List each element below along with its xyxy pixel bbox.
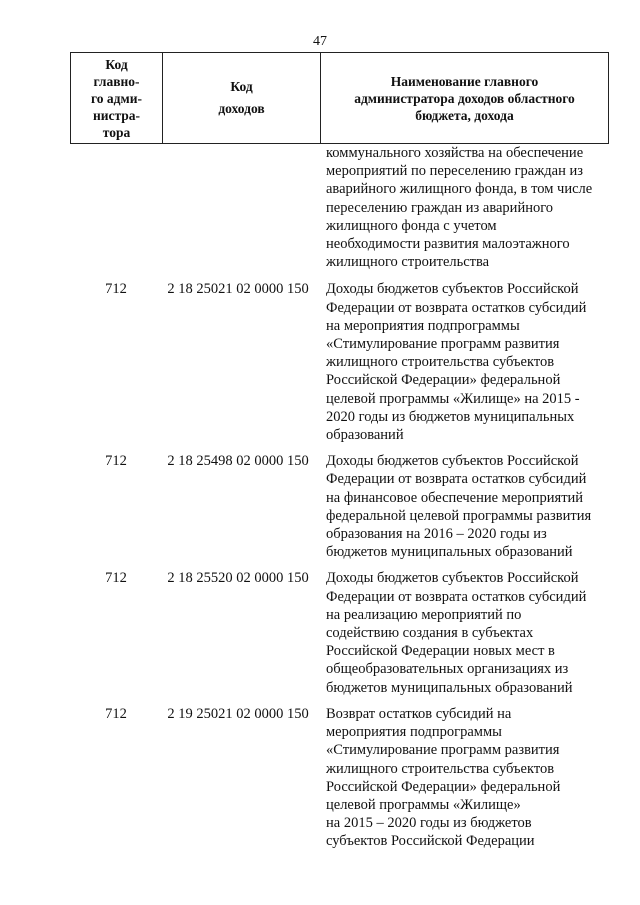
revenue-table bbox=[70, 52, 608, 851]
header-name: Наименование главного администратора доходов областного бюджета, дохода bbox=[321, 52, 609, 144]
table-row bbox=[70, 705, 608, 851]
admin-code-cell bbox=[70, 144, 162, 271]
revenue-name-cell: коммунального хозяйства на обеспечение мероприятий по переселению граждан из аварийного жилищного фонда, в том числе переселению граждан из аварийного жилищного фонда с учетом необходимости развития малоэтажного жилищного строительства bbox=[326, 145, 593, 271]
admin-code-cell: 712 bbox=[105, 281, 127, 298]
header-admin-code: Код главно- го адми- нистра- тора bbox=[71, 52, 163, 144]
revenue-name-cell: Доходы бюджетов субъектов Российской Федерации от возврата остатков субсидий на реализацию мероприятий по содействию создания в субъектах Российской Федерации новых мест в общеобразовательных организациях из бюджетов муниципальных образований bbox=[326, 570, 587, 696]
revenue-name-cell: Доходы бюджетов субъектов Российской Федерации от возврата остатков субсидий на финансовое обеспечение мероприятий федеральной целевой программы развития образования на 2016 – 2020 годы из бюджетов муниципальных образований bbox=[326, 453, 592, 561]
admin-code-cell: 712 bbox=[105, 570, 127, 587]
table-row bbox=[70, 144, 608, 271]
revenue-name-cell: Возврат остатков субсидий на мероприятия подпрограммы «Стимулирование программ развития жилищного строительства субъектов Российской Федерации» федеральной целевой программы «Жилище» на 2015 – 2020 годы из бюджетов субъектов Российской Федерации bbox=[326, 705, 561, 850]
table-header bbox=[70, 52, 608, 144]
admin-code-cell: 712 bbox=[105, 705, 127, 722]
table-body bbox=[70, 144, 608, 851]
revenue-code-cell: 2 18 25498 02 0000 150 bbox=[167, 453, 309, 470]
revenue-code-cell: 2 18 25021 02 0000 150 bbox=[167, 281, 309, 298]
page-number: 47 bbox=[313, 34, 327, 49]
revenue-code-cell: 2 19 25021 02 0000 150 bbox=[167, 705, 309, 722]
revenue-code-cell: 2 18 25520 02 0000 150 bbox=[167, 570, 309, 587]
table-row bbox=[70, 280, 608, 444]
header-revenue-code: Код доходов bbox=[163, 52, 321, 144]
table-row bbox=[70, 452, 608, 561]
revenue-name-cell: Доходы бюджетов субъектов Российской Федерации от возврата остатков субсидий на мероприятия подпрограммы «Стимулирование программ развития жилищного строительства субъектов Российской Федерации» федеральной целевой программы «Жилище» на 2015 - 2020 годы из бюджетов муниципальных образований bbox=[326, 281, 587, 444]
admin-code-cell: 712 bbox=[105, 453, 127, 470]
table-row bbox=[70, 569, 608, 696]
revenue-code-cell bbox=[162, 144, 320, 271]
